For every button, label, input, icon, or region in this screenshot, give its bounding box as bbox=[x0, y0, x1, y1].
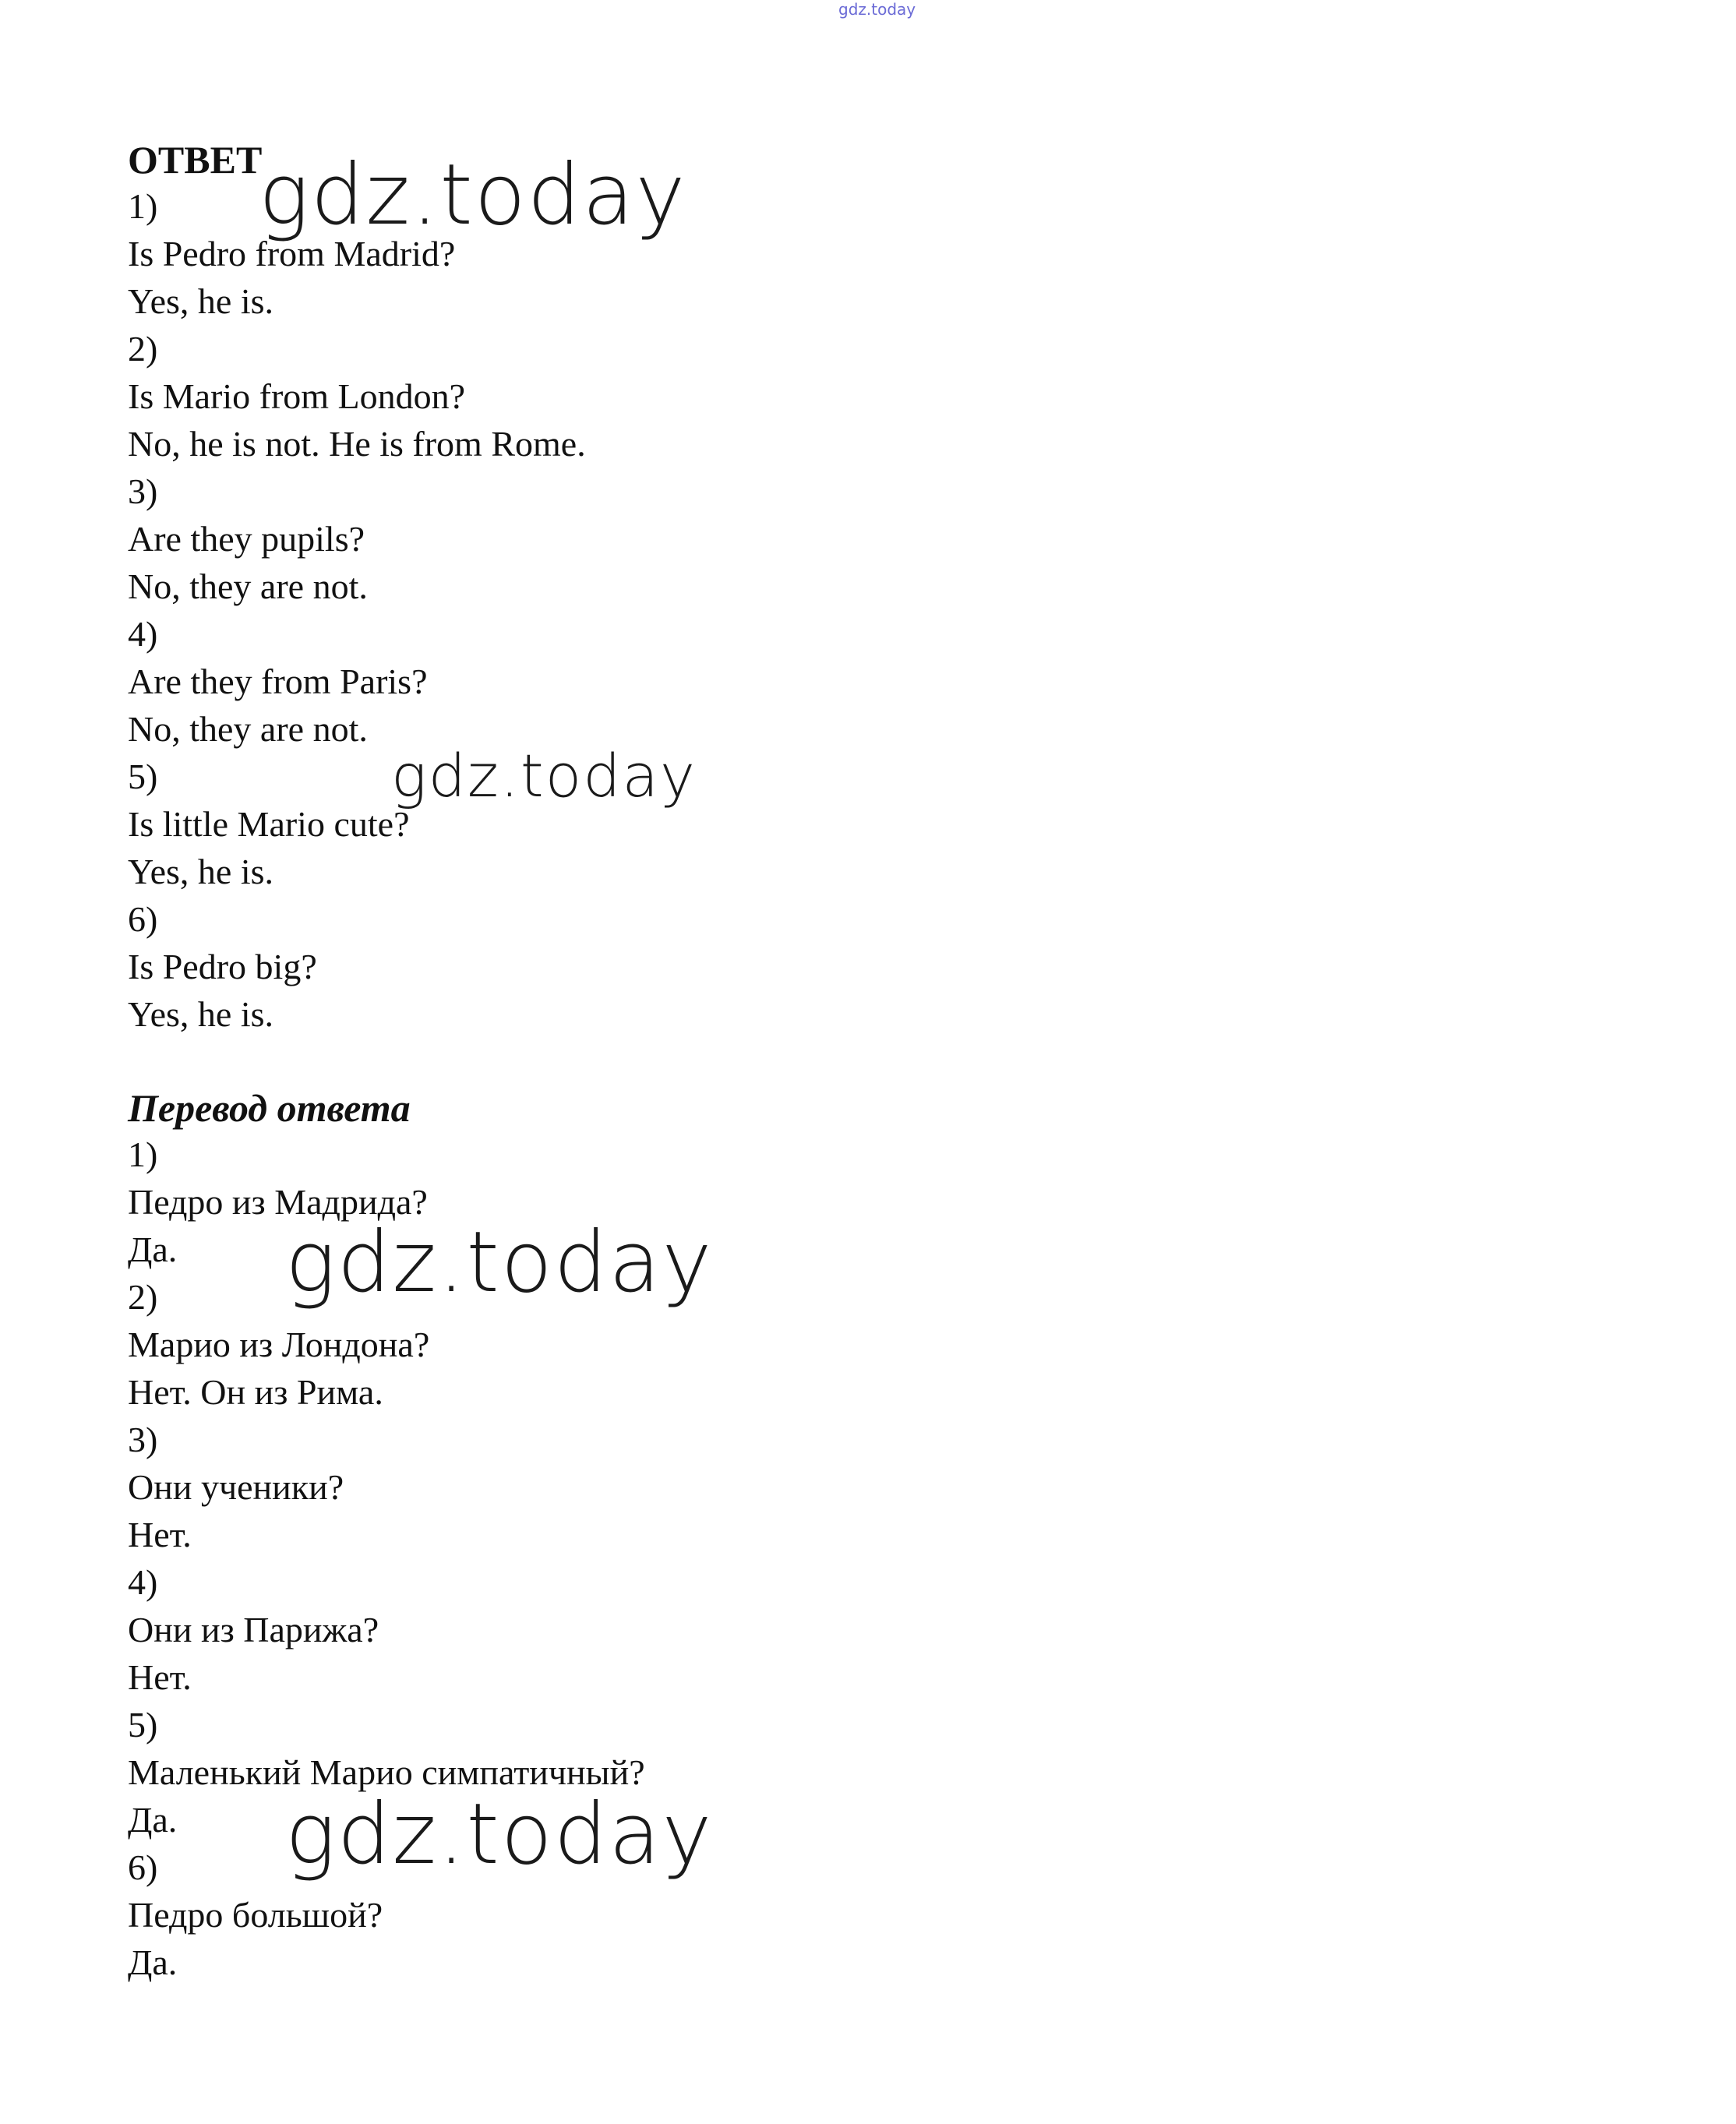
watermark: gdz.today bbox=[285, 1786, 714, 1883]
item-number: 3) bbox=[128, 1420, 158, 1459]
question-text: Маленький Марио симпатичный? bbox=[128, 1752, 645, 1792]
question-text: Они ученики? bbox=[128, 1467, 344, 1507]
watermark: gdz.today bbox=[391, 741, 697, 810]
document-body bbox=[128, 137, 645, 1986]
reply-text: Yes, he is. bbox=[128, 994, 274, 1034]
reply-text: Нет. bbox=[128, 1657, 192, 1697]
item-number: 1) bbox=[128, 1134, 158, 1174]
translation-heading: Перевод ответа bbox=[128, 1086, 411, 1130]
item-number: 4) bbox=[128, 614, 158, 654]
question-text: Они из Парижа? bbox=[128, 1610, 379, 1649]
reply-text: No, he is not. He is from Rome. bbox=[128, 424, 586, 464]
reply-text: Yes, he is. bbox=[128, 852, 274, 891]
question-text: Is little Mario cute? bbox=[128, 804, 410, 844]
reply-text: Yes, he is. bbox=[128, 281, 274, 321]
watermark: gdz.today bbox=[285, 1214, 714, 1311]
reply-text: No, they are not. bbox=[128, 709, 368, 749]
reply-text: Да. bbox=[128, 1800, 178, 1840]
item-number: 4) bbox=[128, 1562, 158, 1602]
reply-text: Нет. bbox=[128, 1515, 192, 1554]
question-text: Are they pupils? bbox=[128, 519, 365, 559]
item-number: 2) bbox=[128, 1277, 158, 1317]
reply-text: Да. bbox=[128, 1230, 178, 1269]
item-number: 6) bbox=[128, 1847, 158, 1887]
question-text: Is Pedro big? bbox=[128, 947, 317, 986]
reply-text: No, they are not. bbox=[128, 566, 368, 606]
question-text: Is Pedro from Madrid? bbox=[128, 234, 456, 273]
header-watermark: gdz.today bbox=[838, 0, 916, 19]
question-text: Педро большой? bbox=[128, 1895, 383, 1935]
item-number: 2) bbox=[128, 329, 158, 369]
question-text: Are they from Paris? bbox=[128, 662, 428, 701]
watermark: gdz.today bbox=[259, 146, 687, 244]
answer-list bbox=[128, 182, 645, 1038]
question-text: Марио из Лондона? bbox=[128, 1325, 430, 1364]
item-number: 6) bbox=[128, 899, 158, 939]
question-text: Is Mario from London? bbox=[128, 376, 466, 416]
reply-text: Нет. Он из Рима. bbox=[128, 1372, 383, 1412]
item-number: 5) bbox=[128, 757, 158, 796]
section-spacer bbox=[128, 1038, 645, 1085]
item-number: 5) bbox=[128, 1705, 158, 1745]
item-number: 3) bbox=[128, 471, 158, 511]
reply-text: Да. bbox=[128, 1942, 178, 1982]
answer-heading: ОТВЕТ bbox=[128, 138, 263, 182]
item-number: 1) bbox=[128, 186, 158, 226]
question-text: Педро из Мадрида? bbox=[128, 1182, 428, 1222]
